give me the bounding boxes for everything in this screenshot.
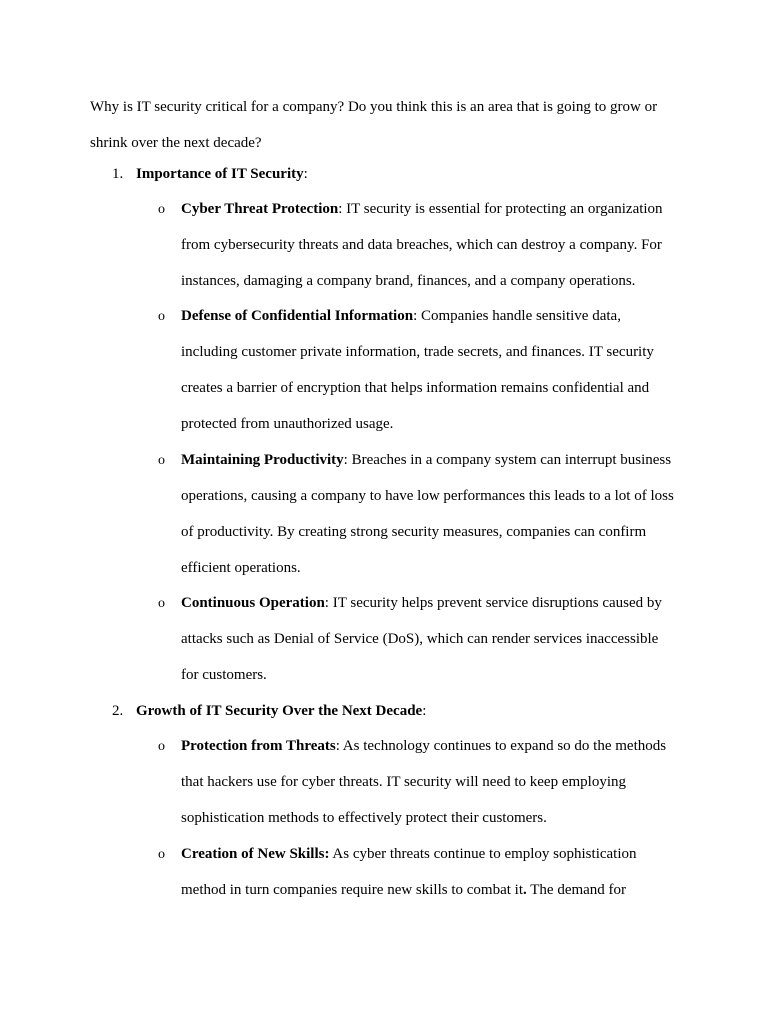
bullet-term: Creation of New Skills: xyxy=(181,846,330,863)
bullet-term: Continuous Operation xyxy=(181,595,325,612)
bullet-tail-period: . xyxy=(523,881,527,898)
question-paragraph: Why is IT security critical for a company? Do you think this is an area that is going to grow or shrink over the next decade? xyxy=(90,99,658,151)
bullet-marker: o xyxy=(158,739,165,754)
bullet-body: : IT security helps prevent service disruptions caused by attacks such as Denial of Service (DoS), which can render services inaccessible for customers. xyxy=(181,595,662,683)
section-title: Importance of IT Security xyxy=(136,166,304,182)
bullet-term: Defense of Confidential Information xyxy=(181,308,414,325)
bullet-term: Maintaining Productivity xyxy=(181,452,344,469)
section-colon: : xyxy=(422,703,427,719)
bullet-marker: o xyxy=(158,847,165,862)
bullet-body: : Companies handle sensitive data, including customer private information, trade secrets, and finances. IT security creates a barrier of encryption that helps information remains confidential and protected from unauthorized usage. xyxy=(181,308,654,432)
bullet-marker: o xyxy=(158,309,165,324)
bullet-marker: o xyxy=(158,453,165,468)
bullet-body: : IT security is essential for protecting an organization from cybersecurity threats and data breaches, which can destroy a company. For instances, damaging a company brand, finances, and a company operations. xyxy=(181,201,663,289)
bullet-tail: The demand for xyxy=(526,881,627,898)
section-title: Growth of IT Security Over the Next Decade xyxy=(136,703,423,719)
bullet-marker: o xyxy=(158,596,165,611)
bullet-term: Cyber Threat Protection xyxy=(181,201,339,218)
section-number: 1. xyxy=(112,166,124,182)
bullet-term: Protection from Threats xyxy=(181,738,336,755)
bullet-body: As cyber threats continue to employ sophistication method in turn companies require new skills to combat it xyxy=(181,846,637,898)
bullet-body: : Breaches in a company system can interrupt business operations, causing a company to have low performances this leads to a lot of loss of productivity. By creating strong security measures, companies can confirm efficient operations. xyxy=(181,452,674,576)
section-number: 2. xyxy=(112,703,124,719)
section-colon: : xyxy=(303,166,308,182)
bullet-body: : As technology continues to expand so do the methods that hackers use for cyber threats. IT security will need to keep employing sophistication methods to effectively protect their customers. xyxy=(181,738,667,826)
bullet-marker: o xyxy=(158,202,165,217)
